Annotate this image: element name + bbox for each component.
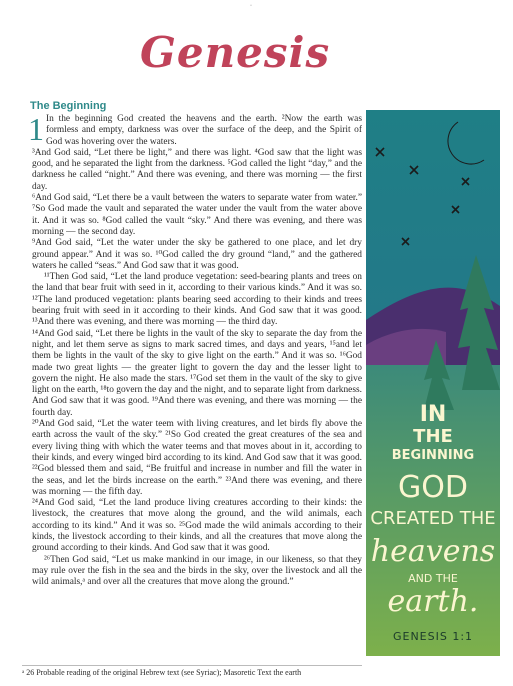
verse-paragraph: ¹⁴And God said, “Let there be lights in the vault of the sky to separate the day from the night, and let them serve as signs to mark sacred times, and days and years, ¹⁵and let them be lights in the vault of the sky to give light on the earth.” And it was so. ¹⁶God made two great lights — the greater light to govern the day and the lesser light to govern the night. He also made the stars. ¹⁷God set them in the vault of the sky to give light on the earth, ¹⁸to govern the day and the night, and to separate light from darkness. And God saw that it was good. ¹⁹And there was evening, and there was morning — the fourth day. bbox=[32, 328, 362, 418]
art-line-the: THE bbox=[413, 426, 453, 447]
art-reference: GENESIS 1:1 bbox=[392, 630, 474, 643]
footnote: ᵃ 26 Probable reading of the original Hebrew text (see Syriac); Masoretic Text the earth bbox=[22, 668, 302, 677]
verse-paragraph: ²⁰And God said, “Let the water teem with living creatures, and let birds fly above the earth across the vault of the sky.” ²¹So God created the great creatures of the sea and every living thing with which the water teems and that moves about in it, according to their kinds, and every winged bird according to its kind. And God saw that it was good. ²²God blessed them and said, “Be fruitful and increase in number and fill the water in the seas, and let the birds increase on the earth.” ²³And there was evening, and there was morning — the fifth day. bbox=[32, 419, 362, 497]
art-line-heavens: heavens bbox=[370, 534, 496, 569]
chapter-number: 1 bbox=[28, 111, 44, 147]
verse-paragraph: ⁹And God said, “Let the water under the sky be gathered to one place, and let dry ground appear.” And it was so. ¹⁰God called the dry ground “land,” and the gathered waters he called “seas.” And God saw that it was good. bbox=[32, 238, 362, 271]
art-line-beginning: BEGINNING bbox=[391, 448, 475, 463]
art-line-created-the: CREATED THE bbox=[370, 508, 496, 529]
art-line-earth: earth. bbox=[387, 584, 479, 619]
verse-paragraph: ³And God said, “Let there be light,” and there was light. ⁴God saw that the light was good, and he separated the light from the darkness. ⁵God called the light “day,” and the darkness he called “night.” And there was evening, and there was morning — the first day. bbox=[32, 147, 362, 192]
art-line-and-the: AND THE bbox=[408, 572, 458, 585]
scripture-text bbox=[32, 114, 362, 588]
art-line-god: GOD bbox=[398, 470, 468, 505]
verse-paragraph: ²⁴And God said, “Let the land produce living creatures according to their kinds: the livestock, the creatures that move along the ground, and the wild animals, each according to its kind.” And it was so. ²⁵God made the wild animals according to their kinds, the livestock according to their kinds, and all the creatures that move along the ground according to their kinds. And God saw that it was good. bbox=[32, 498, 362, 554]
verse-paragraph: ⁶And God said, “Let there be a vault between the waters to separate water from water.” ⁷So God made the vault and separated the water under the vault from the water above it. And it was so. ⁸God called the vault “sky.” And there was evening, and there was morning — the second day. bbox=[32, 193, 362, 237]
verse-paragraph: ²⁶Then God said, “Let us make mankind in our image, in our likeness, so that they may rule over the fish in the sea and the birds in the sky, over the livestock and all the wild animals,ᵃ and over all the creatures that move along the ground.” bbox=[32, 554, 362, 588]
verse-paragraph: ¹¹Then God said, “Let the land produce vegetation: seed-bearing plants and trees on the land that bear fruit with seed in it, according to their various kinds.” And it was so. ¹²The land produced vegetation: plants bearing seed according to their kinds and trees bearing fruit with seed in it according to their kinds. And God saw that it was good. ¹³And there was evening, and there was morning — the third day. bbox=[32, 272, 362, 328]
book-title: Genesis bbox=[140, 28, 331, 77]
page-mark: · bbox=[250, 3, 252, 9]
art-line-in: IN bbox=[419, 402, 447, 427]
verse-paragraph: In the beginning God created the heavens and the earth. ²Now the earth was formless and empty, darkness was over the surface of the deep, and the Spirit of God was hovering over the waters. bbox=[46, 114, 362, 147]
footnote-rule bbox=[22, 665, 362, 666]
illustration-panel bbox=[366, 110, 500, 656]
section-heading: The Beginning bbox=[30, 100, 107, 112]
